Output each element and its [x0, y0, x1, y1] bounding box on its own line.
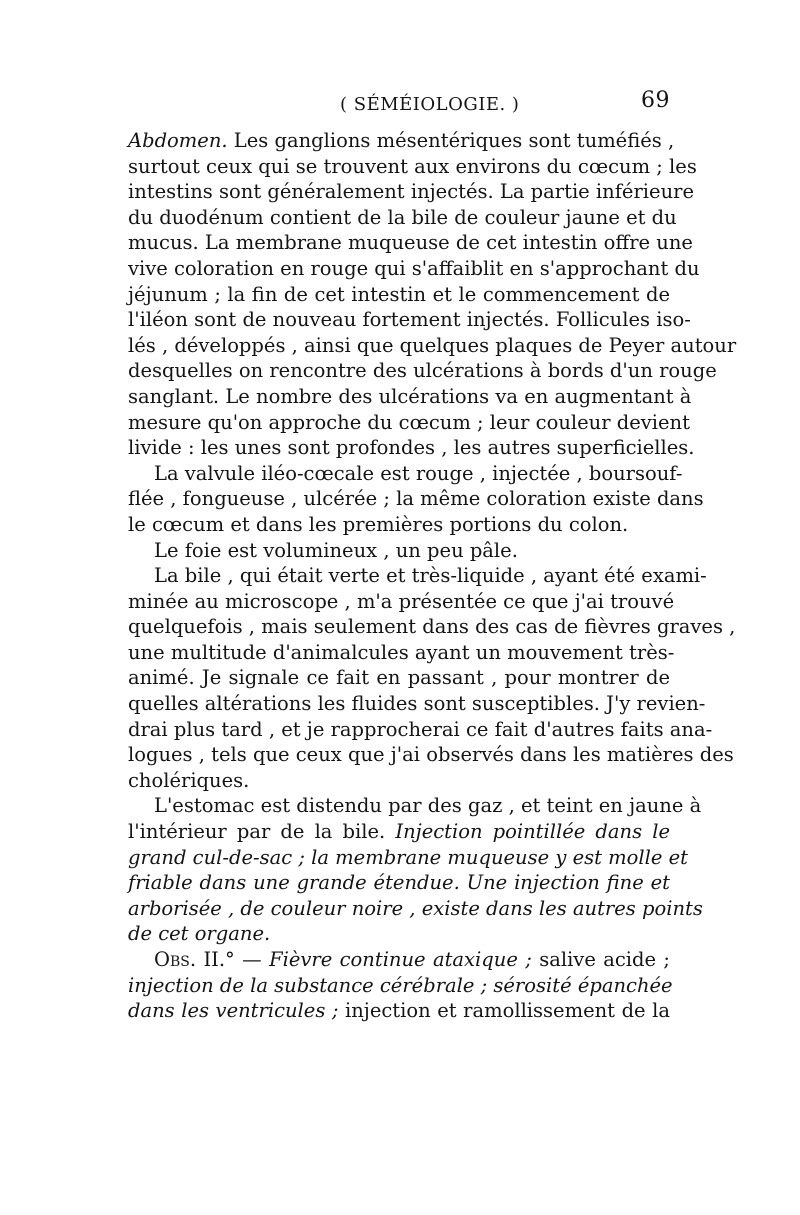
text-run: salive acide ;	[531, 948, 670, 971]
text-line	[128, 410, 690, 436]
text-line	[128, 921, 670, 947]
text-run: jéjunum ; la fin de cet intestin et le commencement de	[128, 282, 670, 306]
text-run: mesure qu'on approche du cœcum ; leur couleur devient	[128, 410, 690, 434]
running-head: ( SÉMÉIOLOGIE. )	[340, 94, 520, 115]
text-line	[128, 742, 734, 768]
text-run: Le foie est volumineux , un peu pâle.	[154, 538, 518, 562]
text-run: Obs.	[154, 948, 197, 971]
text-line	[128, 998, 670, 1024]
text-run: Les ganglions mésentériques sont tuméfiés ,	[227, 129, 675, 152]
text-line	[128, 205, 677, 231]
page-number: 69	[641, 88, 670, 113]
text-line	[128, 589, 675, 615]
text-line	[128, 333, 737, 359]
text-run: minée au microscope , m'a présentée ce que j'ai trouvé	[128, 589, 675, 613]
italic-text: grand cul-de-sac ; la membrane muqueuse y est molle et	[128, 845, 688, 869]
text-run: flée , fongueuse , ulcérée ; la même coloration existe dans	[128, 487, 704, 511]
text-line	[128, 947, 670, 973]
text-line	[128, 768, 670, 794]
text-run: livide : les unes sont profondes , les autres superficielles.	[128, 436, 695, 460]
italic-text: Fièvre continue ataxique ;	[269, 948, 532, 971]
text-line	[128, 793, 702, 819]
italic-text: dans les ventricules ;	[128, 999, 339, 1023]
text-line	[128, 179, 694, 205]
text-run: II.° —	[196, 948, 270, 971]
text-run: lés , développés , ainsi que quelques plaques de Peyer autour	[128, 333, 737, 357]
italic-text: injection de la substance cérébrale ; sérosité épanchée	[128, 973, 673, 997]
text-line	[128, 486, 704, 512]
text-run: du duodénum contient de la bile de couleur jaune et du	[128, 205, 677, 229]
text-line	[128, 819, 670, 845]
page-header	[130, 88, 670, 124]
text-run: l'iléon sont de nouveau fortement injectés. Follicules iso-	[128, 308, 691, 332]
text-line	[128, 563, 707, 589]
text-line	[128, 845, 688, 871]
text-line	[128, 154, 697, 180]
italic-text: Injection pointillée dans le	[395, 820, 670, 844]
text-line	[128, 256, 700, 282]
text-run: intestins sont généralement injectés. La partie inférieure	[128, 180, 694, 204]
text-line	[128, 691, 706, 717]
italic-text: arborisée , de couleur noire , existe dans les autres points	[128, 896, 703, 920]
text-run: quelquefois , mais seulement dans des cas de fièvres graves ,	[128, 615, 736, 639]
text-run: cholériques.	[128, 768, 250, 792]
text-line	[128, 614, 736, 640]
text-run: L'estomac est distendu par des gaz , et teint en jaune à	[154, 794, 702, 818]
text-line	[128, 665, 670, 691]
text-run: une multitude d'animalcules ayant un mouvement très-	[128, 640, 675, 664]
text-run: quelles altérations les fluides sont susceptibles. J'y revien-	[128, 692, 706, 716]
text-run: logues , tels que ceux que j'ai observés dans les matières des	[128, 743, 734, 767]
text-line	[128, 358, 717, 384]
text-line	[128, 384, 692, 410]
text-line	[128, 512, 670, 538]
text-run: La bile , qui était verte et très-liquide , ayant été exami-	[154, 564, 707, 588]
text-line	[128, 307, 691, 333]
text-run: le cœcum et dans les premières portions du colon.	[128, 512, 629, 536]
text-line	[128, 461, 683, 487]
text-run: vive coloration en rouge qui s'affaiblit en s'approchant du	[128, 256, 700, 280]
text-line	[128, 282, 670, 308]
text-run: drai plus tard , et je rapprocherai ce fait d'autres faits ana-	[128, 717, 713, 741]
text-line	[128, 973, 673, 999]
text-run: l'intérieur par de la bile.	[128, 820, 396, 844]
text-run: injection et ramollissement de la	[338, 999, 670, 1023]
text-line	[128, 717, 713, 743]
text-line	[128, 128, 675, 154]
italic-text: de cet organe.	[128, 922, 271, 946]
text-run: animé. Je signale ce fait en passant , pour montrer de	[128, 666, 670, 690]
text-run: La valvule iléo-cœcale est rouge , injectée , boursouf-	[154, 461, 683, 485]
italic-text: Abdomen.	[128, 129, 228, 152]
text-line	[128, 538, 670, 564]
body-text	[128, 128, 737, 1024]
text-line	[128, 640, 675, 666]
text-line	[128, 896, 703, 922]
text-run: sanglant. Le nombre des ulcérations va en augmentant à	[128, 384, 692, 408]
text-run: surtout ceux qui se trouvent aux environs du cœcum ; les	[128, 154, 697, 178]
text-run: desquelles on rencontre des ulcérations à bords d'un rouge	[128, 359, 717, 383]
text-line	[128, 870, 670, 896]
italic-text: friable dans une grande étendue. Une injection fine et	[128, 871, 670, 895]
text-line	[128, 435, 695, 461]
text-run: mucus. La membrane muqueuse de cet intestin offre une	[128, 231, 693, 255]
text-line	[128, 230, 693, 256]
